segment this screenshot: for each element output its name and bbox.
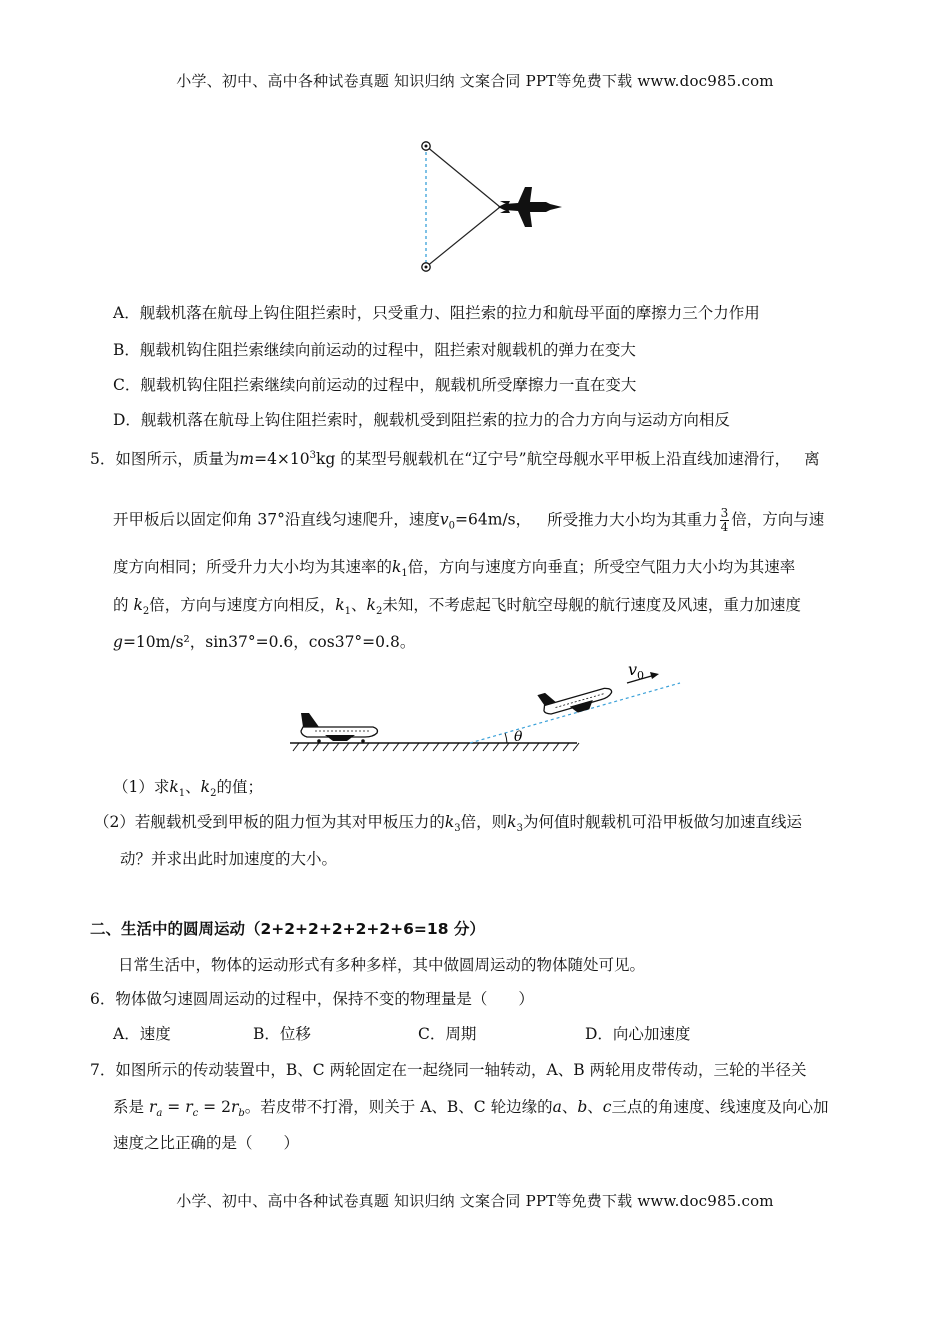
q4-option-d: D．舰载机落在航母上钩住阻拦索时，舰载机受到阻拦索的拉力的合力方向与运动方向相反 — [113, 411, 730, 429]
q5-sub-2-line-2: 动？并求出此时加速度的大小。 — [120, 850, 338, 868]
q5-line-1: 5．如图所示，质量为$m=4\times 10^3kg$ 的某型号舰载机在“辽宁号”航空母舰水平甲板上沿直线加速滑行， 离 — [90, 450, 820, 469]
q7-line-2: 系是 $r_a = r_c = 2r_b$。若皮带不打滑，则关于 A、B、C 轮边缘的a、b、c三点的角速度、线速度及向心加 — [113, 1098, 829, 1120]
q5-line-2: 开甲板后以固定仰角 37°沿直线匀速爬升，速度$v_0=64m/s$， 所受推力大小均为其重力 $\frac{3}{4}$ 倍，方向与速 — [113, 506, 825, 534]
climb-path-line — [470, 683, 680, 743]
airplane-on-deck-icon — [301, 713, 378, 743]
q5-sub-2-line-1: （2）若舰载机受到甲板的阻力恒为其对甲板压力的$k_3$倍，则$k_3$为何值时舰载机可沿甲板做匀加速直线运 — [94, 813, 802, 835]
q6-option-b: B．位移 — [253, 1025, 311, 1043]
q6-option-d: D．向心加速度 — [585, 1025, 691, 1043]
takeoff-figure — [285, 655, 685, 755]
q6-stem: 6．物体做匀速圆周运动的过程中，保持不变的物理量是（ ） — [90, 990, 534, 1008]
fighter-jet-icon — [498, 187, 562, 227]
q5-line-5: g=10m/s²，sin37°=0.6，cos37°=0.8。 — [113, 633, 416, 651]
fraction-three-quarters: $\frac{3}{4}$ — [720, 506, 729, 534]
q6-option-a: A．速度 — [113, 1025, 171, 1043]
q5-line-3: 度方向相同；所受升力大小均为其速率的$k_1$倍，方向与速度方向垂直；所受空气阻力大小均为其速率 — [113, 558, 796, 580]
cable-lower — [426, 207, 500, 267]
v0-label: $v_0$ — [628, 660, 645, 682]
cable-upper — [426, 146, 500, 207]
q7-line-3: 速度之比正确的是（ ） — [113, 1134, 300, 1152]
page-footer: 小学、初中、高中各种试卷真题 知识归纳 文案合同 PPT等免费下载 www.doc985.com — [176, 1192, 774, 1210]
section-2-heading: 二、生活中的圆周运动（2+2+2+2+2+2+6=18 分） — [90, 920, 485, 938]
section-2-intro: 日常生活中，物体的运动形式有多种多样，其中做圆周运动的物体随处可见。 — [118, 956, 646, 974]
q4-option-a: A．舰载机落在航母上钩住阻拦索时，只受重力、阻拦索的拉力和航母平面的摩擦力三个力作用 — [113, 304, 760, 322]
velocity-arrow-icon — [650, 672, 659, 679]
q4-option-c: C．舰载机钩住阻拦索继续向前运动的过程中，舰载机所受摩擦力一直在变大 — [113, 376, 637, 394]
arresting-cable-figure — [400, 135, 580, 280]
q5-sub-1: （1）求$k_1$、$k_2$的值； — [113, 778, 263, 800]
q4-option-b: B．舰载机钩住阻拦索继续向前运动的过程中，阻拦索对舰载机的弹力在变大 — [113, 341, 636, 359]
deck-hatching — [293, 743, 579, 751]
page-header: 小学、初中、高中各种试卷真题 知识归纳 文案合同 PPT等免费下载 www.doc985.com — [176, 72, 774, 90]
q6-option-c: C．周期 — [418, 1025, 477, 1043]
theta-label: θ — [514, 729, 523, 745]
q7-line-1: 7．如图所示的传动装置中，B、C 两轮固定在一起绕同一轴转动，A、B 两轮用皮带传动，三轮的半径关 — [90, 1061, 807, 1079]
angle-arc — [505, 733, 507, 743]
airplane-climbing-icon — [537, 675, 614, 722]
q5-line-4: 的 $k_2$倍，方向与速度方向相反，$k_1$、$k_2$未知，不考虑起飞时航空母舰的航行速度及风速，重力加速度 — [113, 596, 801, 618]
